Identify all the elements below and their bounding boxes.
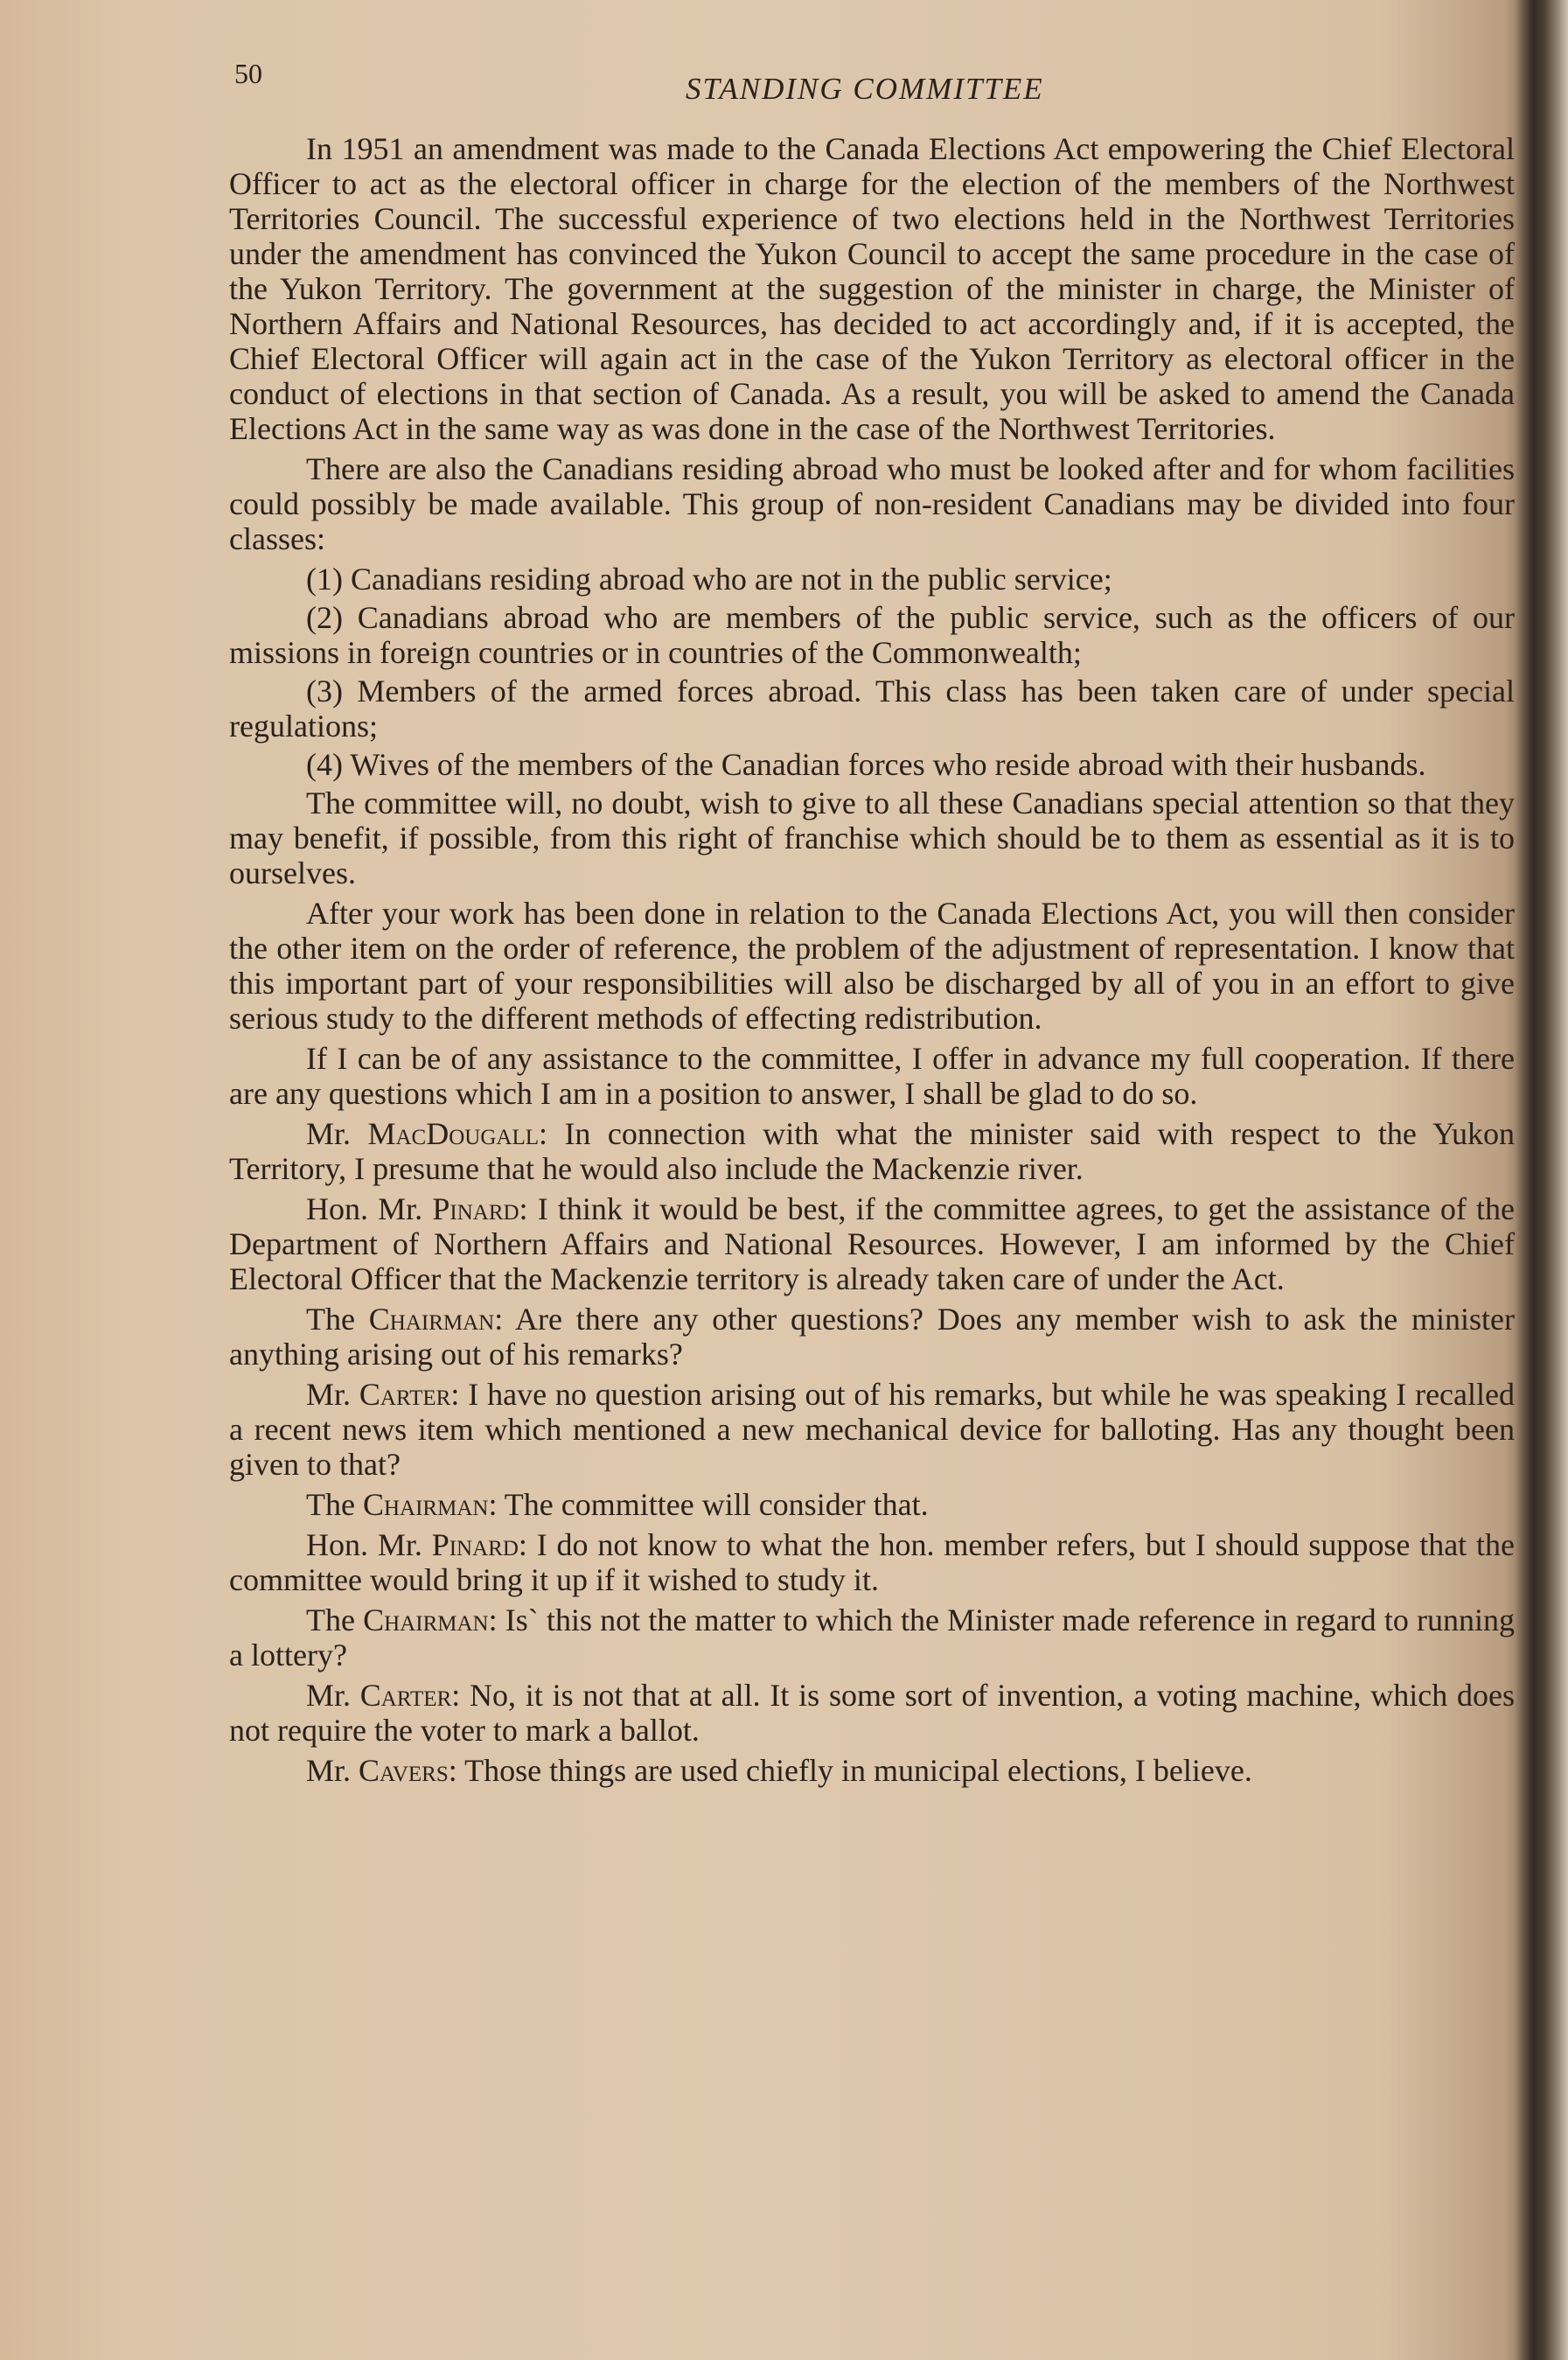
paragraph: The committee will, no doubt, wish to give to all these Canadians special attention so that they may benefit, if possible, from this right of franchise which should be to them as essential as it is to ourselves. <box>229 786 1515 890</box>
speaker-name: Pinard <box>432 1191 519 1226</box>
running-head: STANDING COMMITTEE <box>686 72 1044 106</box>
exchange-paragraph <box>229 1377 1515 1482</box>
book-spine-shadow <box>1516 0 1568 2360</box>
exchange-text: : Is` this not the matter to which the Minister made reference in regard to running a lottery? <box>229 1602 1515 1672</box>
exchange-text: : I think it would be best, if the committee agrees, to get the assistance of the Department of Northern Affairs and National Resources. However, I am informed by the Chief Electoral Officer that the Mackenzie territory is already taken care of under the Act. <box>229 1191 1515 1296</box>
speaker-prefix: The <box>306 1487 363 1522</box>
speaker-prefix: Mr. <box>306 1377 359 1412</box>
exchange-paragraph <box>229 1116 1515 1186</box>
speaker-prefix: Mr. <box>306 1116 368 1151</box>
page-number: 50 <box>234 58 262 89</box>
exchange-paragraph <box>229 1602 1515 1672</box>
speaker-name: MacDougall <box>367 1116 539 1151</box>
speaker-name: Pinard <box>431 1527 519 1562</box>
speaker-prefix: Mr. <box>306 1678 360 1713</box>
exchange-text: : I have no question arising out of his remarks, but while he was speaking I recalled a recent news item which mentioned a new mechanical device for balloting. Has any thought been given to that? <box>229 1377 1515 1482</box>
speaker-name: Chairman <box>362 1487 489 1522</box>
page-body <box>229 131 1515 1793</box>
speaker-prefix: The <box>306 1302 369 1337</box>
exchange-text: : In connection with what the minister said with respect to the Yukon Territory, I presume that he would also include the Mackenzie river. <box>229 1116 1515 1186</box>
speaker-name: Chairman <box>363 1602 489 1637</box>
paragraph: If I can be of any assistance to the committee, I offer in advance my full cooperation. If there are any questions which I am in a position to answer, I shall be glad to do so. <box>229 1041 1515 1111</box>
list-item: (1) Canadians residing abroad who are not in the public service; <box>306 562 1112 597</box>
speaker-prefix: The <box>306 1602 364 1637</box>
exchange-paragraph <box>229 1678 1515 1748</box>
paragraph: In 1951 an amendment was made to the Canada Elections Act empowering the Chief Electoral Officer to act as the electoral officer in charge for the election of the members of the Northwest Territories Council. The successful experience of two elections held in the Northwest Territories under the amendment has convinced the Yukon Council to accept the same procedure in the case of the Yukon Territory. The government at the suggestion of the minister in charge, the Minister of Northern Affairs and National Resources, has decided to act accordingly and, if it is accepted, the Chief Electoral Officer will again act in the case of the Yukon Territory as electoral officer in the conduct of elections in that section of Canada. As a result, you will be asked to amend the Canada Elections Act in the same way as was done in the case of the Northwest Territories. <box>229 131 1515 446</box>
list-item: (2) Canadians abroad who are members of the public service, such as the officers of our missions in foreign countries or in countries of the Commonwealth; <box>229 600 1515 670</box>
paragraph: There are also the Canadians residing abroad who must be looked after and for whom facilities could possibly be made available. This group of non-resident Canadians may be divided into four classes: <box>229 451 1515 556</box>
speaker-name: Chairman <box>368 1302 495 1337</box>
exchange-text: : Those things are used chiefly in municipal elections, I believe. <box>448 1753 1252 1788</box>
exchange-paragraph <box>229 1753 1515 1788</box>
exchange-text: : I do not know to what the hon. member refers, but I should suppose that the committee would bring it up if it wished to study it. <box>229 1527 1516 1597</box>
speaker-prefix: Mr. <box>306 1753 359 1788</box>
exchange-paragraph <box>229 1191 1515 1296</box>
speaker-prefix: Hon. Mr. <box>306 1527 432 1562</box>
speaker-prefix: Hon. Mr. <box>306 1191 433 1226</box>
exchange-text: : No, it is not that at all. It is some sort of invention, a voting machine, which does not require the voter to mark a ballot. <box>229 1678 1515 1748</box>
list-item: (4) Wives of the members of the Canadian forces who reside abroad with their husbands. <box>306 747 1426 782</box>
speaker-name: Carter <box>359 1678 452 1713</box>
paragraph: After your work has been done in relation to the Canada Elections Act, you will then consider the other item on the order of reference, the problem of the adjustment of representation. I know that this important part of your responsibilities will also be discharged by all of you in an effort to give serious study to the different methods of effecting redistribution. <box>229 896 1515 1036</box>
speaker-name: Cavers <box>359 1753 449 1788</box>
list-item: (3) Members of the armed forces abroad. This class has been taken care of under special regulations; <box>229 674 1515 744</box>
exchange-paragraph <box>229 1527 1515 1597</box>
exchange-paragraph <box>229 1302 1515 1372</box>
exchange-paragraph <box>229 1487 1515 1522</box>
speaker-name: Carter <box>359 1377 451 1412</box>
exchange-text: : Are there any other questions? Does any member wish to ask the minister anything arising out of his remarks? <box>229 1302 1516 1372</box>
exchange-text: : The committee will consider that. <box>488 1487 929 1522</box>
